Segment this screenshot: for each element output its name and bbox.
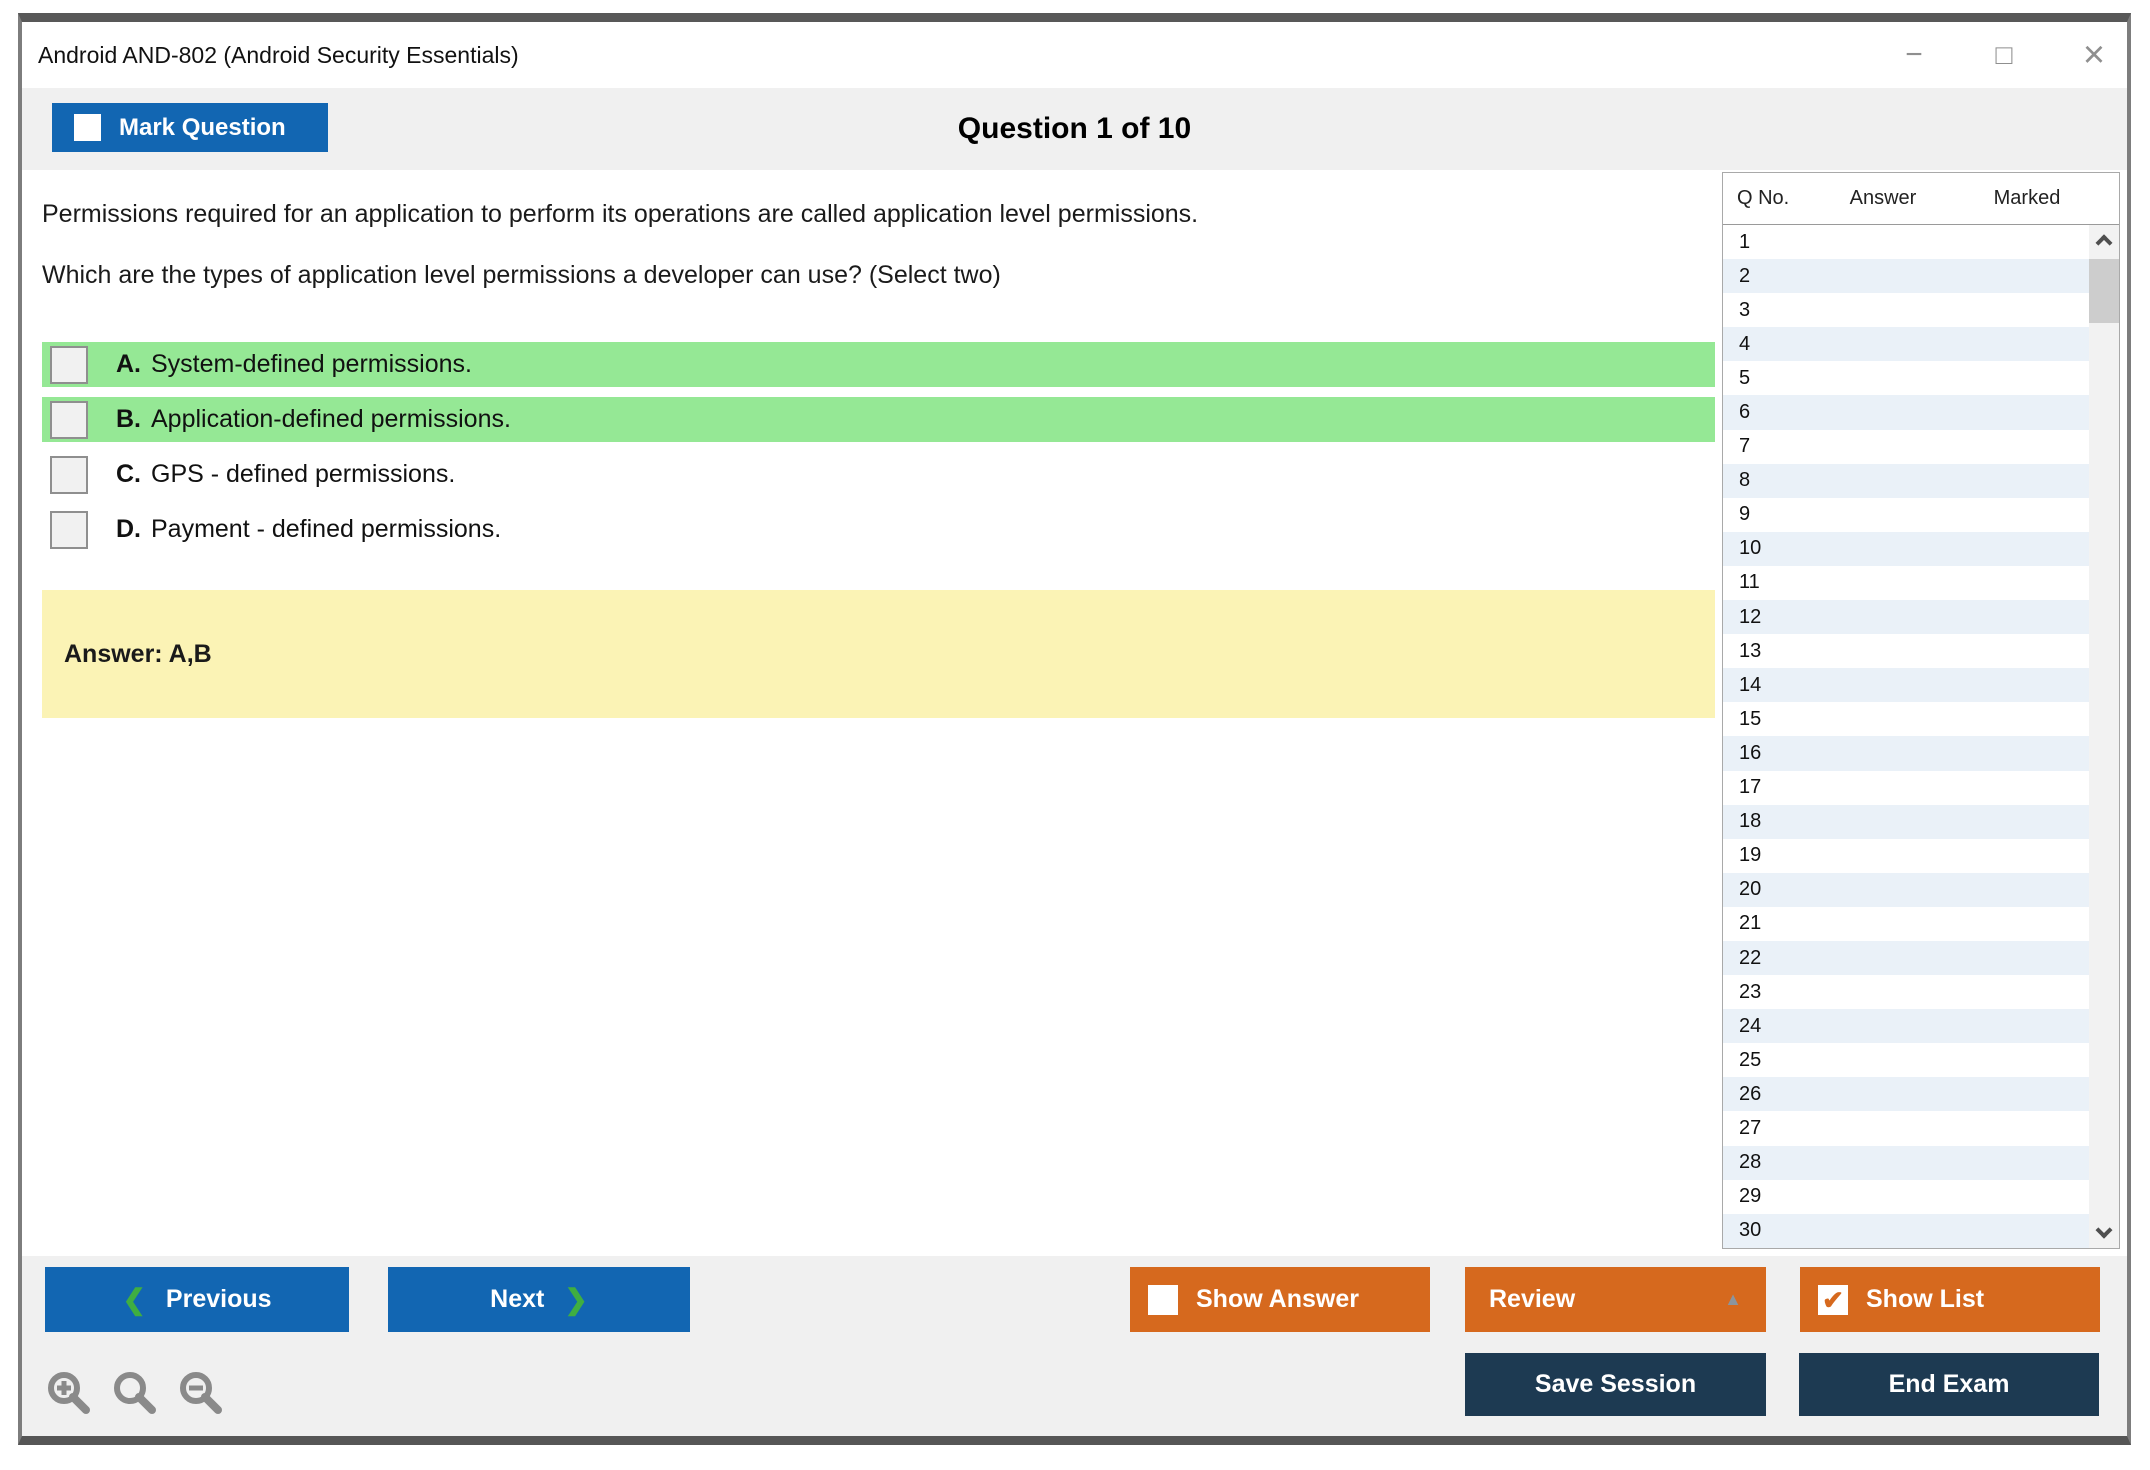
zoom-reset-icon[interactable] [112,1370,158,1416]
list-item[interactable] [1723,259,2089,293]
next-chevron-icon: ❯ [564,1284,588,1315]
show-list-label: Show List [1866,1285,1985,1313]
option-row-b[interactable] [42,397,1715,442]
question-list-scrollbar[interactable] [2089,225,2119,1248]
list-item-number: 29 [1739,1185,1762,1208]
next-label: Next [490,1285,545,1313]
list-item[interactable] [1723,395,2089,429]
list-item[interactable] [1723,1043,2089,1077]
list-item[interactable] [1723,873,2089,907]
list-item[interactable] [1723,702,2089,736]
next-button[interactable] [388,1267,690,1332]
option-d-letter: D. [116,515,141,543]
list-item[interactable] [1723,1111,2089,1145]
list-item[interactable] [1723,1077,2089,1111]
list-item[interactable] [1723,1214,2089,1248]
list-item-number: 9 [1739,503,1751,526]
list-item[interactable] [1723,771,2089,805]
question-list-body [1723,225,2089,1248]
list-item[interactable] [1723,941,2089,975]
option-c-checkbox[interactable] [50,456,88,494]
list-item[interactable] [1723,634,2089,668]
column-header-answer: Answer [1849,187,1917,209]
list-item-number: 6 [1739,401,1751,424]
title-bar [22,22,2127,88]
save-session-button[interactable] [1465,1353,1766,1416]
minimize-icon[interactable]: − [1905,38,1923,71]
list-item-number: 30 [1739,1219,1762,1242]
list-item-number: 8 [1739,469,1751,492]
previous-label: Previous [165,1285,272,1313]
list-item[interactable] [1723,327,2089,361]
list-item-number: 28 [1739,1151,1762,1174]
zoom-out-icon[interactable] [178,1370,224,1416]
save-session-label: Save Session [1534,1370,1697,1398]
list-item[interactable] [1723,907,2089,941]
show-list-button[interactable] [1800,1267,2100,1332]
list-item-number: 13 [1739,639,1762,662]
scroll-down-icon[interactable] [2089,1218,2119,1248]
zoom-in-icon[interactable] [46,1370,92,1416]
previous-chevron-icon: ❮ [122,1284,146,1315]
list-item-number: 7 [1739,435,1751,458]
list-item[interactable] [1723,566,2089,600]
end-exam-button[interactable] [1799,1353,2099,1416]
question-area [22,170,2127,1256]
question-text-line2: Which are the types of application level permissions a developer can use? (Select two) [42,261,1001,289]
close-icon[interactable]: × [2082,34,2106,76]
column-header-marked: Marked [1993,187,2061,209]
maximize-icon[interactable]: □ [1995,39,2013,70]
option-row-c[interactable] [42,452,1715,497]
list-item[interactable] [1723,430,2089,464]
option-a-letter: A. [116,350,141,378]
scrollbar-thumb[interactable] [2089,259,2119,323]
list-item-number: 1 [1739,230,1751,253]
mark-question-label: Mark Question [119,113,286,141]
app-header [22,88,2127,170]
end-exam-label: End Exam [1888,1370,2010,1398]
show-answer-label: Show Answer [1196,1285,1359,1313]
list-item[interactable] [1723,532,2089,566]
list-item[interactable] [1723,293,2089,327]
list-item-number: 23 [1739,980,1762,1003]
list-item[interactable] [1723,736,2089,770]
previous-button[interactable] [45,1267,349,1332]
collapse-triangle-icon: ▲ [1724,1289,1742,1309]
option-b-label: Application-defined permissions. [151,405,511,433]
option-a-label: System-defined permissions. [151,350,472,378]
list-item[interactable] [1723,1180,2089,1214]
question-list-panel [1722,172,2120,1249]
zoom-controls [46,1370,224,1416]
list-item-number: 5 [1739,366,1751,389]
list-item[interactable] [1723,1146,2089,1180]
option-row-d[interactable] [42,507,1715,552]
list-item-number: 12 [1739,605,1762,628]
column-header-qno: Q No. [1737,187,1790,209]
answer-text: Answer: A,B [64,639,212,668]
list-item-number: 22 [1739,946,1762,969]
list-item-number: 11 [1739,571,1760,594]
list-item-number: 21 [1739,912,1762,935]
option-a-checkbox[interactable] [50,346,88,384]
list-item-number: 17 [1739,776,1762,799]
review-label: Review [1489,1285,1576,1313]
question-counter: Question 1 of 10 [957,112,1192,145]
list-item-number: 4 [1739,332,1751,355]
list-item[interactable] [1723,839,2089,873]
list-item-number: 14 [1739,673,1762,696]
list-item-number: 20 [1739,878,1762,901]
window-controls [1897,22,2111,88]
bottom-bar [22,1256,2127,1436]
list-item[interactable] [1723,361,2089,395]
list-item-number: 25 [1739,1048,1762,1071]
list-item-number: 26 [1739,1082,1762,1105]
list-item-number: 24 [1739,1014,1762,1037]
list-item-number: 3 [1739,298,1751,321]
list-item[interactable] [1723,668,2089,702]
list-item[interactable] [1723,600,2089,634]
option-b-letter: B. [116,405,141,433]
list-item-number: 16 [1739,741,1762,764]
list-item[interactable] [1723,1009,2089,1043]
list-item[interactable] [1723,464,2089,498]
list-item-number: 2 [1739,264,1751,287]
show-list-checkbox-icon: ✔ [1818,1285,1848,1315]
scroll-up-icon[interactable] [2089,225,2119,255]
option-d-checkbox[interactable] [50,511,88,549]
option-c-label: GPS - defined permissions. [151,460,456,488]
list-item-number: 27 [1739,1116,1762,1139]
show-answer-checkbox-icon [1148,1285,1178,1315]
list-item-number: 18 [1739,810,1762,833]
review-button[interactable] [1465,1267,1766,1332]
option-c-letter: C. [116,460,141,488]
list-item-number: 10 [1739,537,1762,560]
question-list-header [1723,173,2119,225]
list-item[interactable] [1723,498,2089,532]
app-window [18,13,2131,1445]
option-row-a[interactable] [42,342,1715,387]
option-b-checkbox[interactable] [50,401,88,439]
answer-box [42,590,1715,718]
show-answer-button[interactable] [1130,1267,1430,1332]
list-item[interactable] [1723,975,2089,1009]
list-item-number: 15 [1739,707,1762,730]
option-d-label: Payment - defined permissions. [151,515,502,543]
list-item[interactable] [1723,225,2089,259]
window-title: Android AND-802 (Android Security Essentials) [38,41,519,68]
question-text-line1: Permissions required for an application to perform its operations are called application level permissions. [42,200,1199,228]
list-item[interactable] [1723,805,2089,839]
list-item-number: 19 [1739,844,1762,867]
